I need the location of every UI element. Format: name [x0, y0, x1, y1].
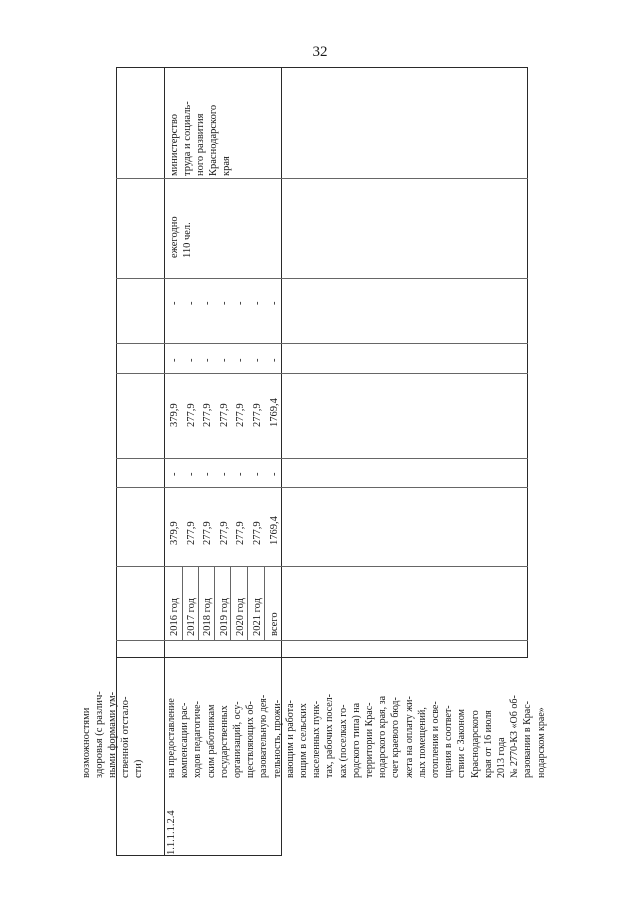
row-divider: [116, 657, 528, 658]
federal-budget-column: - - - - - - -: [169, 472, 280, 476]
years-column: 2016 год 2017 год 2018 год 2019 год 2020 год 2021 год всего: [169, 598, 280, 636]
row-description: на предоставление компенсации рас- ходов педагогиче- ским работникам государственных организаций, осу- ществляющих об- разовательную дея- тельность, прожи- вающим и работа- ющим в сельских населенных пунк- тах, рабочих посел- ках (поселках го- родского типа) на территории Крас- нодарского края, за счет краевого бюд- жета на оплату жи- лых помещений, отопления и осве- щения в соответ- ствии с Законом Краснодарского края от 16 июля 2013 года № 2770-КЗ «Об об- разовании в Крас- нодарском крае»: [166, 694, 547, 778]
column-line: [116, 343, 528, 344]
prev-row-description-tail: возможностями здоровья (с различ- ными формами ум- ственной отстало- сти): [81, 691, 144, 778]
column-line: [116, 373, 528, 374]
column-line: [116, 458, 528, 459]
table-bottom-border: [116, 855, 281, 856]
column-line: [116, 178, 528, 179]
other-sources-column: - - - - - - -: [169, 301, 280, 305]
row-code: 1.1.1.1.2.4: [166, 810, 177, 855]
page-number: 32: [312, 44, 328, 60]
column-line: [116, 566, 528, 567]
column-line: [116, 487, 528, 488]
table-right-border: [527, 67, 528, 657]
regional-budget-column: 379,9 277,9 277,9 277,9 277,9 277,9 1769,4: [169, 398, 280, 427]
column-line: [116, 278, 528, 279]
table-top-border: [116, 67, 528, 68]
column-line: [116, 640, 528, 641]
prev-row-executor: министерство труда и социаль- ного развития Краснодарского края: [169, 101, 232, 176]
local-budget-column: - - - - - - -: [169, 358, 280, 362]
total-funding-column: 379,9 277,9 277,9 277,9 277,9 277,9 1769,4: [169, 516, 280, 545]
prev-row-result: ежегодно 110 чел.: [169, 216, 193, 258]
